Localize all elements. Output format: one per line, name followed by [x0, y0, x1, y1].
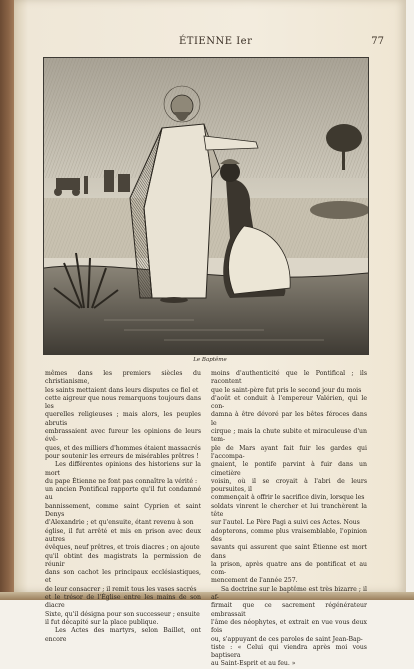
text-line: Sixte, qu'il désigna pour son successeur ; ensuite [45, 610, 200, 618]
text-line: il fut décapité sur la place publique. [45, 618, 159, 626]
text-line: ou, s'appuyant de ces paroles de saint Jean-Bap- [211, 635, 363, 643]
text-line: adopterons, comme plus vraisemblable, l'opinion des [211, 527, 367, 543]
text-line: Les différentes opinions des historiens sur la mort [45, 461, 201, 477]
right-text-column [211, 370, 367, 669]
text-line: un ancien Pontifical rapporte qu'il fut condamné au [45, 486, 201, 502]
text-line: ques, et des milliers d'hommes étaient massacrés [45, 444, 201, 452]
text-line: église, il fut arrêté et mis en prison avec deux autres [45, 527, 201, 543]
running-title: ÉTIENNE Ier [179, 36, 253, 47]
text-line: sur l'autel. Le Père Pagi a suivi ces Actes. Nous [211, 519, 360, 527]
text-line: cirque ; mais la chute subite et miraculeuse d'un tem- [211, 428, 367, 444]
text-line: mencement de l'année 257. [211, 577, 298, 585]
text-line: au Saint-Esprit et au feu. » [211, 660, 296, 668]
text-line: tiste : « Celui qui viendra après moi vous baptisera [211, 643, 367, 660]
text-line: damna à être dévoré par les bêtes féroces dans le [211, 411, 367, 427]
running-header [14, 36, 406, 52]
text-line: les saints mettaient dans leurs disputes ce fiel et [45, 386, 199, 394]
book-page [14, 0, 406, 668]
text-line: Sa doctrine sur le baptême est très bizarre ; il af- [211, 585, 367, 602]
text-line: bannissement, comme saint Cyprien et saint Denys [45, 502, 201, 519]
text-line: moins d'authenticité que le Pontifical ; ils racontent [211, 370, 367, 386]
page-number: 77 [371, 36, 384, 47]
text-line: firmait que ce sacrement régénérateur embrassait [211, 602, 367, 618]
engraving-illustration [43, 57, 369, 355]
text-line: gnaient, le pontife parvint à fuir dans un cimetière [211, 461, 367, 477]
text-line: ple de Mars ayant fait fuir les gardes qui l'accompa- [211, 444, 367, 460]
text-line: du pape Étienne ne font pas connaître la vérité : [45, 477, 198, 485]
book-spine-edge [0, 0, 14, 600]
text-line: commençait à offrir le sacrifice divin, lorsque les [211, 494, 365, 502]
text-line: Les Actes des martyrs, selon Baillet, ont encore [45, 627, 201, 643]
text-line: savants qui assurent que saint Étienne est mort dans [211, 544, 367, 560]
text-line: l'âme des néophytes, et extrait en vue vous deux fois [211, 618, 367, 635]
text-line: cette aigreur que nous remarquons toujours dans les [45, 394, 201, 411]
text-line: embrassaient avec fureur les opinions de leurs évê- [45, 428, 201, 444]
left-text-column [45, 370, 201, 644]
text-line: que le saint-père fut pris le second jour du mois [211, 386, 362, 394]
text-line: d'Alexandrie ; et qu'ensuite, étant revenu à son [45, 519, 194, 527]
text-line: de leur consacrer ; il remit tous les vases sacrés [45, 585, 197, 593]
text-line: qu'il obtint des magistrats la permission de réunir [45, 552, 201, 568]
text-line: d'août et conduit à l'empereur Valérien, qui le con- [211, 394, 367, 411]
text-line: et le trésor de l'Église entre les mains de son diacre [45, 594, 201, 610]
text-line: évêques, neuf prêtres, et trois diacres ; on ajoute [45, 544, 200, 552]
baptism-engraving-image [44, 58, 368, 354]
text-line: soldats vinrent le chercher et lui tranchèrent la tête [211, 502, 367, 519]
text-line: voisin, où il se croyait à l'abri de leurs poursuites, il [211, 477, 367, 494]
text-line: pour soutenir les erreurs de misérables prêtres ! [45, 452, 199, 460]
text-line: dans son cachot les principaux ecclésiastiques, et [45, 569, 201, 585]
illustration-caption: Le Baptême [193, 357, 227, 363]
text-line: querelles religieuses ; mais alors, les peuples abrutis [45, 411, 201, 427]
text-line: mêmes dans les premiers siècles du christianisme, [45, 370, 201, 386]
text-line: la prison, après quatre ans de pontificat et au com- [211, 560, 367, 577]
